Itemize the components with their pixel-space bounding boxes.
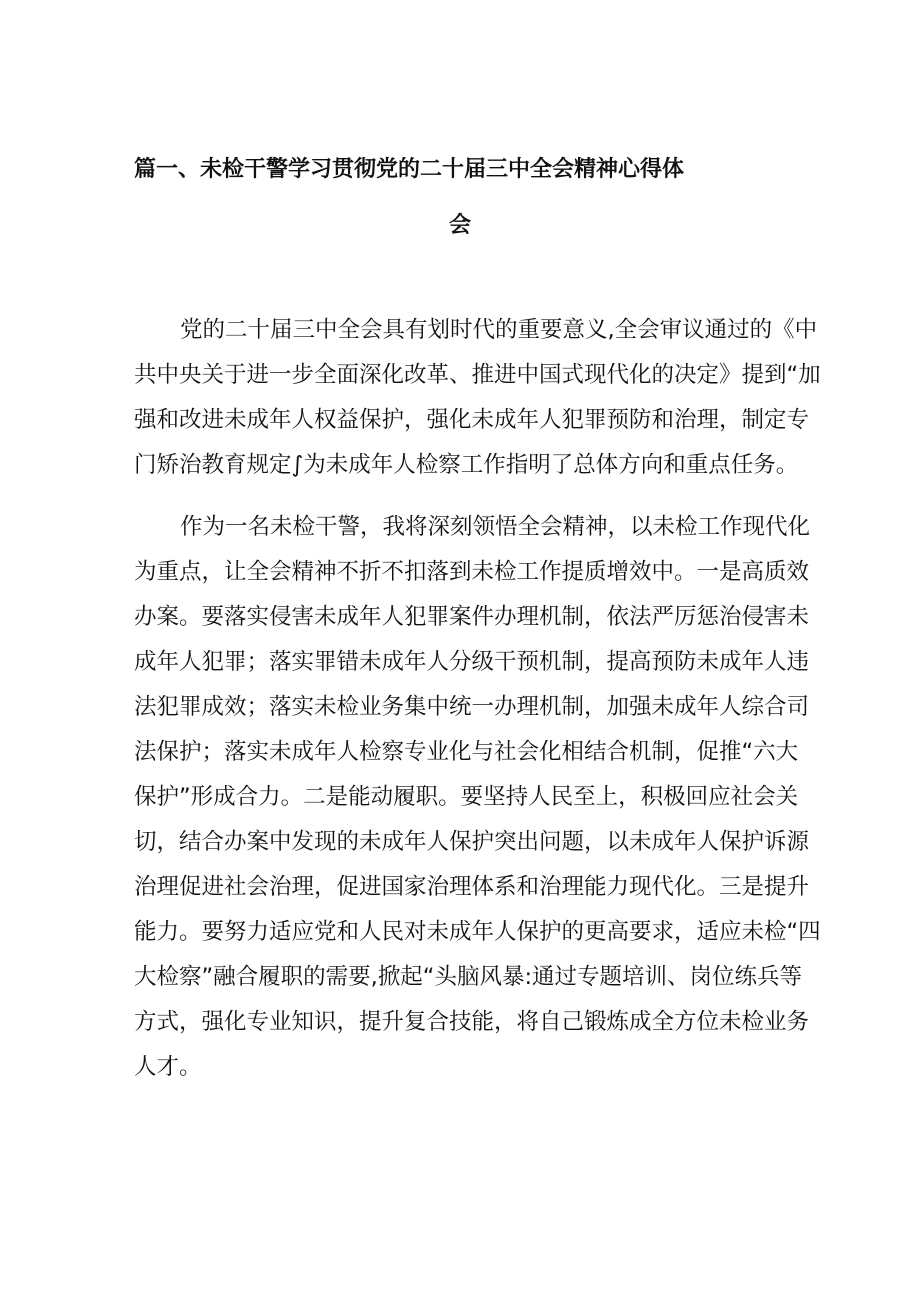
document-body	[134, 308, 821, 1090]
paragraph-2	[134, 505, 821, 1090]
paragraph-line: 法犯罪成效；落实未检业务集中统一办理机制，加强未成年人综合司	[134, 694, 810, 720]
document-title-line2: 会	[448, 213, 471, 238]
paragraph-line: 法保护；落实未成年人检察专业化与社会化相结合机制，促推“六大	[134, 739, 799, 765]
paragraph-line: 作为一名未检干警，我将深刻领悟全会精神，以未检工作现代化	[180, 514, 811, 540]
paragraph-line: 治理促进社会治理，促进国家治理体系和治理能力现代化。三是提升	[134, 874, 810, 900]
paragraph-line: 党的二十届三中全会具有划时代的重要意义,全会审议通过的《中	[180, 317, 818, 343]
paragraph-line: 能力。要努力适应党和人民对未成年人保护的更高要求，适应未检“四	[134, 919, 821, 945]
paragraph-line: 切，结合办案中发现的未成年人保护突出问题，以未成年人保护诉源	[134, 829, 810, 855]
paragraph-line: 为重点，让全会精神不折不扣落到未检工作提质增效中。一是高质效	[134, 559, 810, 585]
paragraph-line: 人才。	[134, 1054, 202, 1080]
paragraph-line: 办案。要落实侵害未成年人犯罪案件办理机制，依法严厉惩治侵害未	[134, 604, 810, 630]
paragraph-gap	[134, 488, 794, 505]
paragraph-line: 大检察”融合履职的需要,掀起“头脑风暴:通过专题培训、岗位练兵等	[134, 964, 803, 990]
document-title-line1: 篇一、未检干警学习贯彻党的二十届三中全会精神心得体	[134, 157, 685, 182]
paragraph-line: 成年人犯罪；落实罪错未成年人分级干预机制，提高预防未成年人违	[134, 649, 810, 675]
paragraph-line: 门矫治教育规定∫为未成年人检察工作指明了总体方向和重点任务。	[134, 452, 799, 478]
paragraph-1	[134, 308, 821, 488]
paragraph-line: 共中央关于进一步全面深化改革、推进中国式现代化的决定》提到“加	[134, 362, 821, 388]
paragraph-line: 方式，强化专业知识，提升复合技能，将自己锻炼成全方位未检业务	[134, 1009, 810, 1035]
paragraph-line: 保护”形成合力。二是能动履职。要坚持人民至上，积极回应社会关	[134, 784, 799, 810]
paragraph-line: 强和改进未成年人权益保护，强化未成年人犯罪预防和治理，制定专	[134, 407, 810, 433]
